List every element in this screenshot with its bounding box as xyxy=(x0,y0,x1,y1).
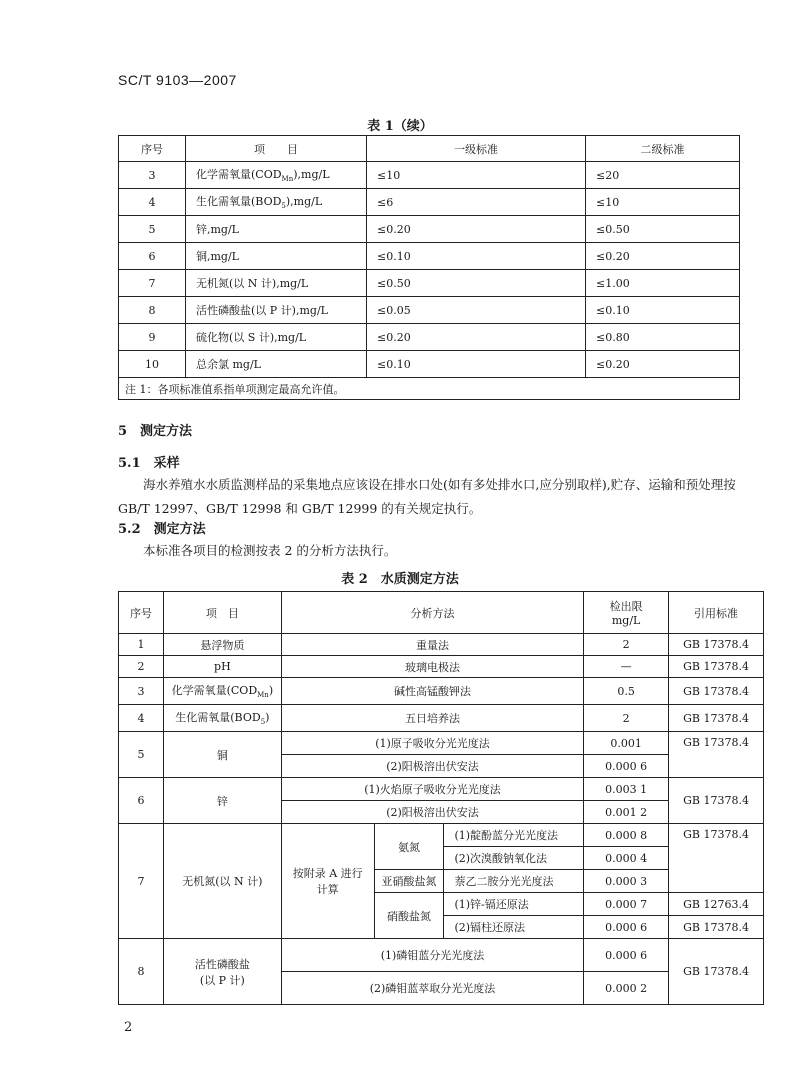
t1-row: 10 总余氯 mg/L ≤0.10 ≤0.20 xyxy=(119,351,740,378)
t1-row: 7 无机氮(以 N 计),mg/L ≤0.50 ≤1.00 xyxy=(119,270,740,297)
t2-row: 8 活性磷酸盐 (以 P 计) (1)磷钼蓝分光光度法 0.000 6 GB 17378.4 xyxy=(119,939,764,972)
t2-item-cod: 化学需氧量$(COD_{Mn})$ xyxy=(163,678,281,705)
document-code: SC/T 9103—2007 xyxy=(118,72,237,88)
t1-row: 3 化学需氧量$(COD_{Mn}),mg/L$ ≤10 ≤20 xyxy=(119,162,740,189)
t1-col-grade2: 二级标准 xyxy=(586,136,740,162)
t1-row: 9 硫化物(以 S 计),mg/L ≤0.20 ≤0.80 xyxy=(119,324,740,351)
t1-row: 6 铜,mg/L ≤0.10 ≤0.20 xyxy=(119,243,740,270)
section51-title: 5.1 采样 xyxy=(118,456,180,471)
t2-row: 3 化学需氧量$(COD_{Mn})$ 碱性高锰酸钾法 0.5 GB 17378.4 xyxy=(119,678,764,705)
table1 xyxy=(118,135,740,400)
t2-item-phosphate: 活性磷酸盐 (以 P 计) xyxy=(163,939,281,1005)
t2-col-limit: 检出限 mg/L xyxy=(584,592,669,634)
t2-row: 4 生化需氧量$(BOD_5)$ 五日培养法 2 GB 17378.4 xyxy=(119,705,764,732)
section52-title: 5.2 测定方法 xyxy=(118,522,206,537)
t2-row: 5 铜 (1)原子吸收分光光度法 0.001 GB 17378.4 xyxy=(119,732,764,755)
page-number: 2 xyxy=(124,1020,133,1035)
table2: 序号 项 目 分析方法 检出限 mg/L 引用标准 1 悬浮物质 重量法 2 GB 17378.4 2 pH 玻璃电极法 — GB 17378.4 3 化学需氧量$(COD_{Mn})$ 碱性高锰酸钾法 0.5 GB 17378.4 4 生化需氧量$(BOD_5)$ 五日培养法 2 GB 17378.4 5 铜 (1)原子吸收分光光度法 0.001 GB 17378.4 (2)阳极溶出伏安法 0.000 6 6 锌 (1)火焰原子吸收分光光度法 0.003 1 GB 17378.4 (2)阳极溶出伏安法 0.001 2 7 无机氮(以 N 计) 按附录 A 进行计算 氨氮 (1)靛酚蓝分光光度法 0.000 8 GB 17378.4 (2)次溴酸钠氧化法 0.000 4 亚硝酸盐氮 萘乙二胺分光光度法 0.000 3 硝酸盐氮 (1)锌-镉还原法 0.000 7 GB 12763.4 (2)镉柱还原法 0.000 6 GB 17378.4 8 活性磷酸盐 (以 P 计) (1)磷钼蓝分光光度法 0.000 6 GB 17378.4 (2)磷钼蓝萃取分光光度法 0.000 2 xyxy=(118,591,764,1005)
t2-row: 7 无机氮(以 N 计) 按附录 A 进行计算 氨氮 (1)靛酚蓝分光光度法 0.000 8 GB 17378.4 xyxy=(119,824,764,847)
t1-item-cod: 化学需氧量$(COD_{Mn}),mg/L$ xyxy=(186,162,367,189)
t1-col-grade1: 一级标准 xyxy=(367,136,586,162)
t2-row: 6 锌 (1)火焰原子吸收分光光度法 0.003 1 GB 17378.4 xyxy=(119,778,764,801)
table2-caption: 表 2 水质测定方法 xyxy=(341,572,459,587)
t1-col-item: 项 目 xyxy=(186,136,367,162)
t1-row: 5 锌,mg/L ≤0.20 ≤0.50 xyxy=(119,216,740,243)
section5-title: 5 测定方法 xyxy=(118,424,193,439)
t1-col-no: 序号 xyxy=(119,136,186,162)
t2-row: 2 pH 玻璃电极法 — GB 17378.4 xyxy=(119,656,764,678)
table1-caption: 表 1（续） xyxy=(367,119,433,134)
t2-row: 1 悬浮物质 重量法 2 GB 17378.4 xyxy=(119,634,764,656)
t1-row: 8 活性磷酸盐(以 P 计),mg/L ≤0.05 ≤0.10 xyxy=(119,297,740,324)
t1-note: 注 1：各项标准值系指单项测定最高允许值。 xyxy=(119,378,740,400)
t2-item-bod: 生化需氧量$(BOD_5)$ xyxy=(163,705,281,732)
section52-text: 本标准各项目的检测按表 2 的分析方法执行。 xyxy=(143,543,397,558)
section51-text: 海水养殖水水质监测样品的采集地点应该设在排水口处(如有多处排水口,应分别取样),贮存、运输和预处理按 GB/T 12997、GB/T 12998 和 GB/T 12999 的有关规定执行。 xyxy=(118,477,736,516)
t1-item-bod: 生化需氧量$(BOD_5),mg/L$ xyxy=(186,189,367,216)
t1-row: 4 生化需氧量$(BOD_5),mg/L$ ≤6 ≤10 xyxy=(119,189,740,216)
